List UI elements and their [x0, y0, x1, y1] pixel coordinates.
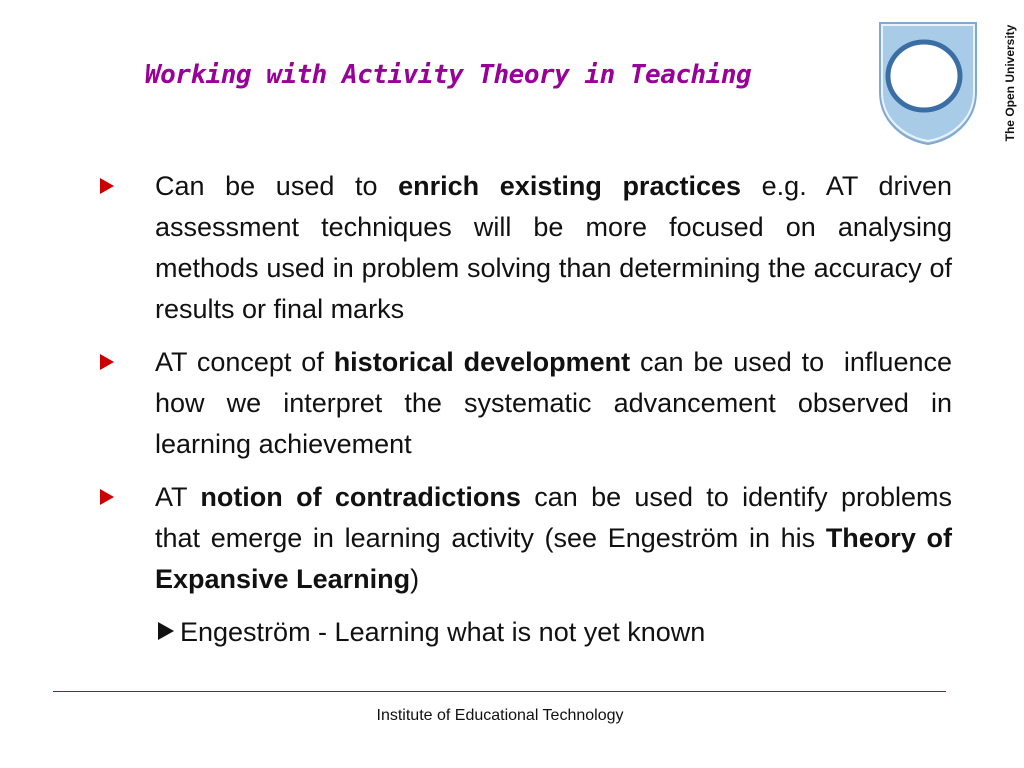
triangle-bullet-icon: [100, 489, 114, 505]
triangle-bullet-icon: [100, 178, 114, 194]
triangle-bullet-icon: [158, 622, 174, 640]
triangle-bullet-icon: [100, 354, 114, 370]
footer-divider: [53, 691, 946, 692]
open-university-shield-logo: [876, 20, 980, 146]
bullet-text: AT concept of historical development can be used to influence how we interpret the systematic advancement observed in learning achievement: [155, 347, 952, 459]
sub-bullet-text: Engeström - Learning what is not yet known: [180, 617, 706, 647]
bullet-text: Can be used to enrich existing practices e.g. AT driven assessment techniques will be more focused on analysing methods used in problem solving than determining the accuracy of results or final marks: [155, 171, 952, 324]
footer-text: Institute of Educational Technology: [376, 707, 624, 724]
open-university-wordmark: The Open University: [1003, 24, 1017, 142]
bullet-text: AT notion of contradictions can be used to identify problems that emerge in learning activity (see Engeström in his Theory of Expansive Learning): [155, 482, 952, 594]
slide-title: Working with Activity Theory in Teaching: [145, 60, 752, 90]
